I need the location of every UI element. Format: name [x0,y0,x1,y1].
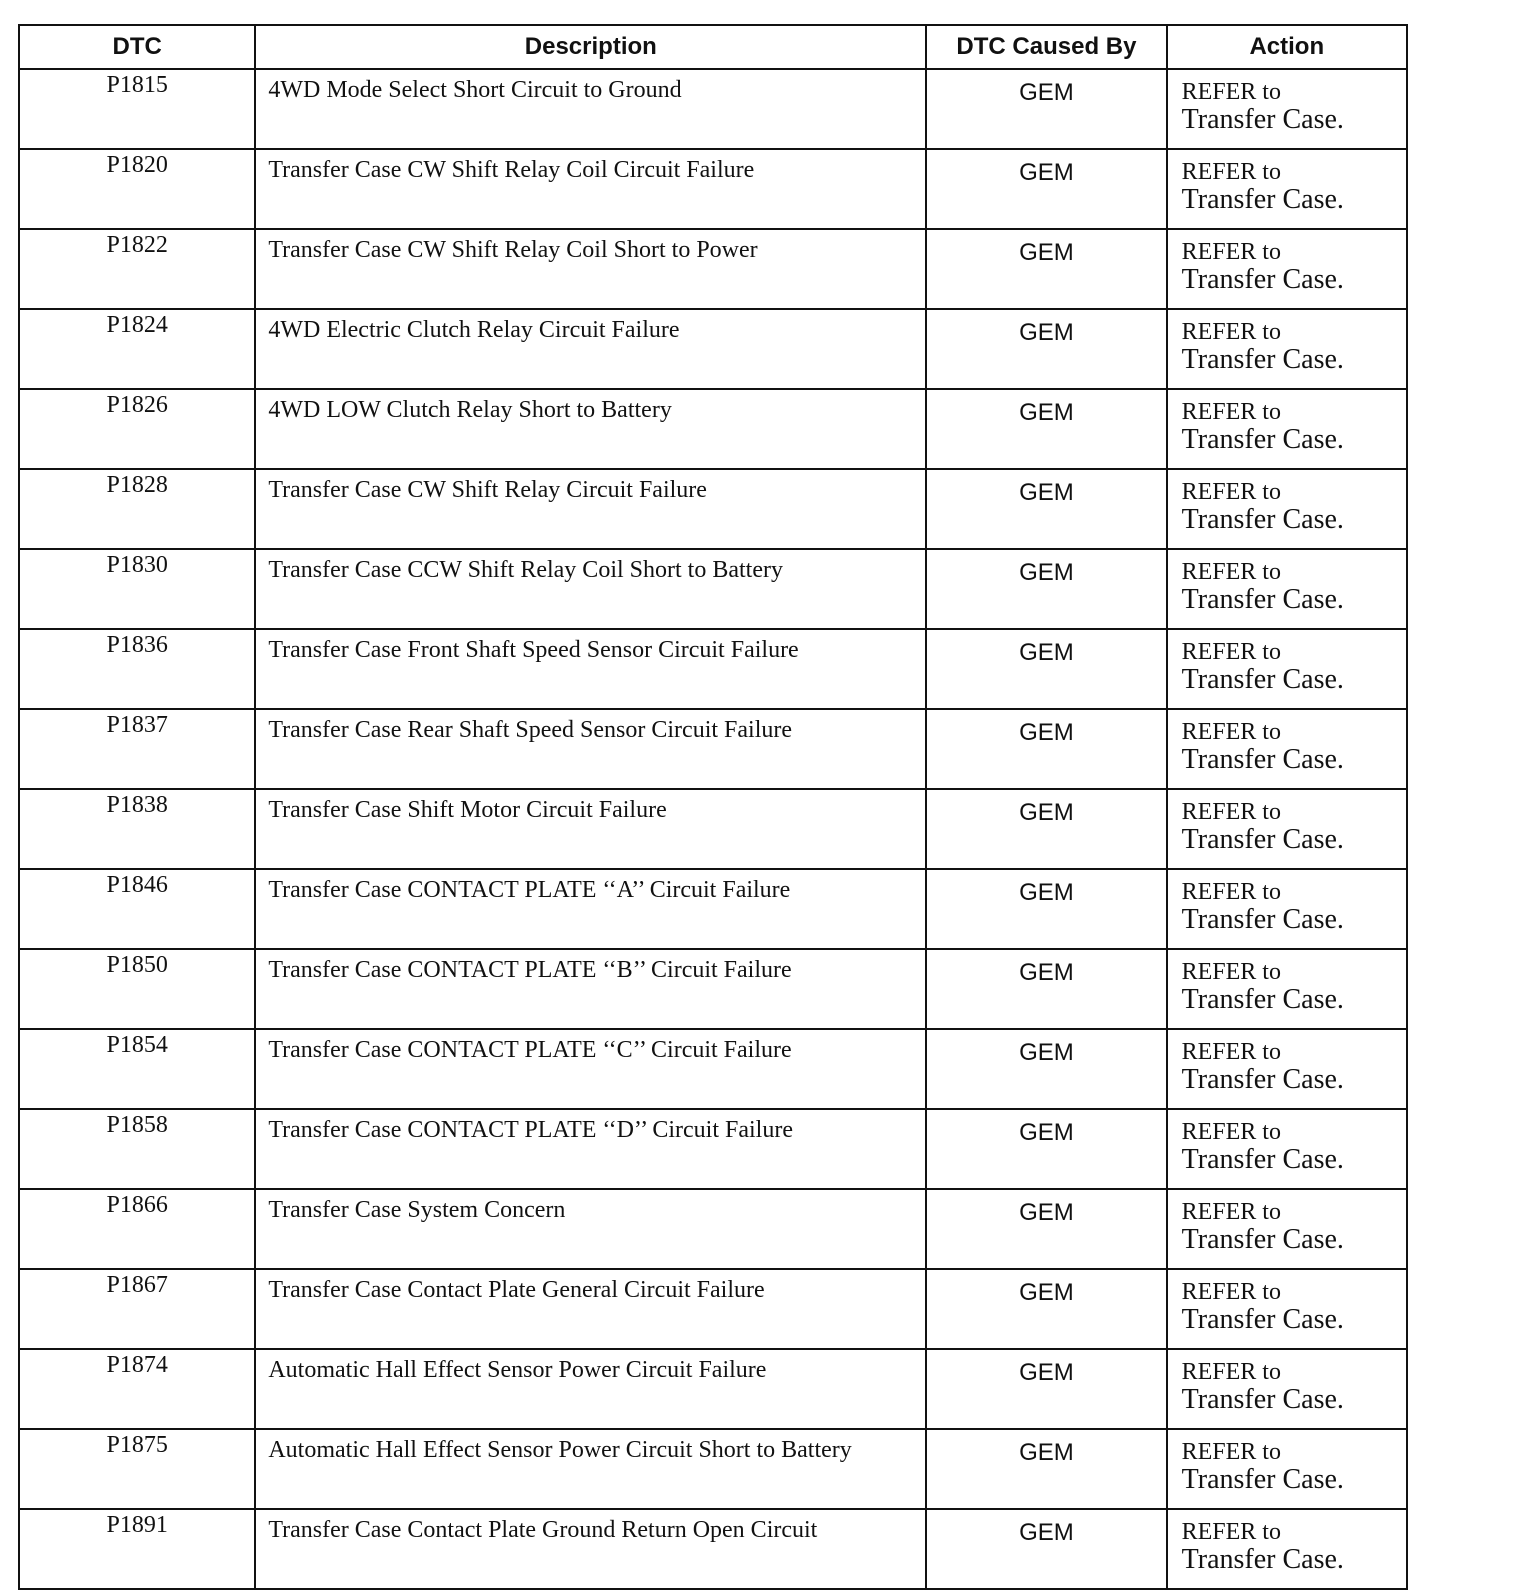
dtc-description: Transfer Case CONTACT PLATE ‘‘C’’ Circuit Failure [255,1029,926,1109]
action-refer-text: REFER to [1181,1119,1281,1145]
dtc-caused-by: GEM [926,1509,1166,1589]
action-target-text: Transfer Case. [1181,904,1344,935]
dtc-code: P1830 [19,549,255,629]
dtc-code: P1815 [19,69,255,149]
table-row [19,549,1407,629]
header-description: Description [255,25,926,69]
header-caused-by: DTC Caused By [926,25,1166,69]
action-target-text: Transfer Case. [1181,104,1344,135]
action-target-text: Transfer Case. [1181,504,1344,535]
dtc-caused-by: GEM [926,1029,1166,1109]
action-refer-text: REFER to [1181,959,1281,985]
dtc-description: 4WD Mode Select Short Circuit to Ground [255,69,926,149]
dtc-action [1167,789,1407,869]
dtc-action [1167,1509,1407,1589]
table-row [19,309,1407,389]
dtc-caused-by: GEM [926,309,1166,389]
dtc-caused-by: GEM [926,629,1166,709]
table-row [19,469,1407,549]
dtc-action [1167,629,1407,709]
dtc-code: P1875 [19,1429,255,1509]
action-target-text: Transfer Case. [1181,184,1344,215]
dtc-code: P1837 [19,709,255,789]
dtc-description: Transfer Case Rear Shaft Speed Sensor Circuit Failure [255,709,926,789]
dtc-caused-by: GEM [926,709,1166,789]
action-target-text: Transfer Case. [1181,1224,1344,1255]
action-target-text: Transfer Case. [1181,744,1344,775]
table-row [19,229,1407,309]
table-row [19,789,1407,869]
table-row [19,1349,1407,1429]
dtc-code: P1836 [19,629,255,709]
action-target-text: Transfer Case. [1181,1384,1344,1415]
action-refer-text: REFER to [1181,399,1281,425]
table-row [19,1429,1407,1509]
action-refer-text: REFER to [1181,1039,1281,1065]
dtc-code: P1850 [19,949,255,1029]
dtc-caused-by: GEM [926,789,1166,869]
dtc-caused-by: GEM [926,1269,1166,1349]
action-refer-text: REFER to [1181,79,1281,105]
dtc-code: P1874 [19,1349,255,1429]
table-row [19,149,1407,229]
dtc-code: P1846 [19,869,255,949]
table-row [19,869,1407,949]
table-row [19,1189,1407,1269]
dtc-description: Transfer Case CCW Shift Relay Coil Short to Battery [255,549,926,629]
dtc-action [1167,309,1407,389]
dtc-caused-by: GEM [926,549,1166,629]
dtc-code: P1891 [19,1509,255,1589]
dtc-action [1167,1429,1407,1509]
action-refer-text: REFER to [1181,639,1281,665]
action-refer-text: REFER to [1181,1199,1281,1225]
action-target-text: Transfer Case. [1181,264,1344,295]
dtc-action [1167,949,1407,1029]
dtc-action [1167,69,1407,149]
dtc-caused-by: GEM [926,1189,1166,1269]
table-row [19,1509,1407,1589]
dtc-description: Transfer Case CONTACT PLATE ‘‘A’’ Circuit Failure [255,869,926,949]
dtc-table [18,24,1408,1590]
action-target-text: Transfer Case. [1181,1144,1344,1175]
dtc-description: Transfer Case CONTACT PLATE ‘‘D’’ Circuit Failure [255,1109,926,1189]
dtc-code: P1822 [19,229,255,309]
dtc-description: Transfer Case CONTACT PLATE ‘‘B’’ Circuit Failure [255,949,926,1029]
dtc-description: 4WD Electric Clutch Relay Circuit Failure [255,309,926,389]
dtc-code: P1867 [19,1269,255,1349]
dtc-description: 4WD LOW Clutch Relay Short to Battery [255,389,926,469]
dtc-caused-by: GEM [926,389,1166,469]
action-refer-text: REFER to [1181,319,1281,345]
dtc-code: P1828 [19,469,255,549]
dtc-code: P1838 [19,789,255,869]
table-row [19,1029,1407,1109]
dtc-action [1167,1029,1407,1109]
dtc-caused-by: GEM [926,869,1166,949]
dtc-caused-by: GEM [926,469,1166,549]
action-target-text: Transfer Case. [1181,424,1344,455]
action-refer-text: REFER to [1181,479,1281,505]
dtc-caused-by: GEM [926,1109,1166,1189]
dtc-code: P1824 [19,309,255,389]
action-target-text: Transfer Case. [1181,824,1344,855]
dtc-code: P1858 [19,1109,255,1189]
action-refer-text: REFER to [1181,1359,1281,1385]
dtc-action [1167,1189,1407,1269]
action-refer-text: REFER to [1181,1279,1281,1305]
header-row [19,25,1407,69]
dtc-description: Transfer Case Contact Plate Ground Return Open Circuit [255,1509,926,1589]
dtc-description: Transfer Case Shift Motor Circuit Failure [255,789,926,869]
dtc-action [1167,1109,1407,1189]
action-refer-text: REFER to [1181,1519,1281,1545]
action-target-text: Transfer Case. [1181,664,1344,695]
action-refer-text: REFER to [1181,879,1281,905]
action-target-text: Transfer Case. [1181,1464,1344,1495]
dtc-code: P1854 [19,1029,255,1109]
dtc-action [1167,229,1407,309]
table-row [19,1109,1407,1189]
table-row [19,709,1407,789]
dtc-action [1167,1349,1407,1429]
dtc-caused-by: GEM [926,149,1166,229]
table-row [19,69,1407,149]
dtc-description: Transfer Case System Concern [255,1189,926,1269]
dtc-caused-by: GEM [926,1349,1166,1429]
dtc-action [1167,149,1407,229]
action-target-text: Transfer Case. [1181,1064,1344,1095]
dtc-description: Transfer Case Contact Plate General Circuit Failure [255,1269,926,1349]
table-row [19,949,1407,1029]
dtc-code: P1826 [19,389,255,469]
table-body [19,69,1407,1589]
dtc-action [1167,1269,1407,1349]
action-refer-text: REFER to [1181,799,1281,825]
table-row [19,389,1407,469]
action-refer-text: REFER to [1181,159,1281,185]
dtc-description: Transfer Case Front Shaft Speed Sensor Circuit Failure [255,629,926,709]
dtc-description: Transfer Case CW Shift Relay Coil Circuit Failure [255,149,926,229]
header-action: Action [1167,25,1407,69]
action-refer-text: REFER to [1181,1439,1281,1465]
action-refer-text: REFER to [1181,239,1281,265]
dtc-action [1167,549,1407,629]
table-header [19,25,1407,69]
dtc-description: Transfer Case CW Shift Relay Coil Short to Power [255,229,926,309]
header-dtc: DTC [19,25,255,69]
dtc-code: P1866 [19,1189,255,1269]
dtc-caused-by: GEM [926,1429,1166,1509]
dtc-description: Automatic Hall Effect Sensor Power Circuit Short to Battery [255,1429,926,1509]
action-target-text: Transfer Case. [1181,984,1344,1015]
dtc-action [1167,389,1407,469]
action-target-text: Transfer Case. [1181,1544,1344,1575]
action-target-text: Transfer Case. [1181,344,1344,375]
dtc-action [1167,869,1407,949]
table-row [19,629,1407,709]
dtc-caused-by: GEM [926,69,1166,149]
dtc-description: Automatic Hall Effect Sensor Power Circuit Failure [255,1349,926,1429]
dtc-caused-by: GEM [926,949,1166,1029]
action-refer-text: REFER to [1181,719,1281,745]
action-target-text: Transfer Case. [1181,584,1344,615]
dtc-code: P1820 [19,149,255,229]
dtc-description: Transfer Case CW Shift Relay Circuit Failure [255,469,926,549]
table-row [19,1269,1407,1349]
dtc-action [1167,709,1407,789]
dtc-caused-by: GEM [926,229,1166,309]
dtc-action [1167,469,1407,549]
action-refer-text: REFER to [1181,559,1281,585]
action-target-text: Transfer Case. [1181,1304,1344,1335]
